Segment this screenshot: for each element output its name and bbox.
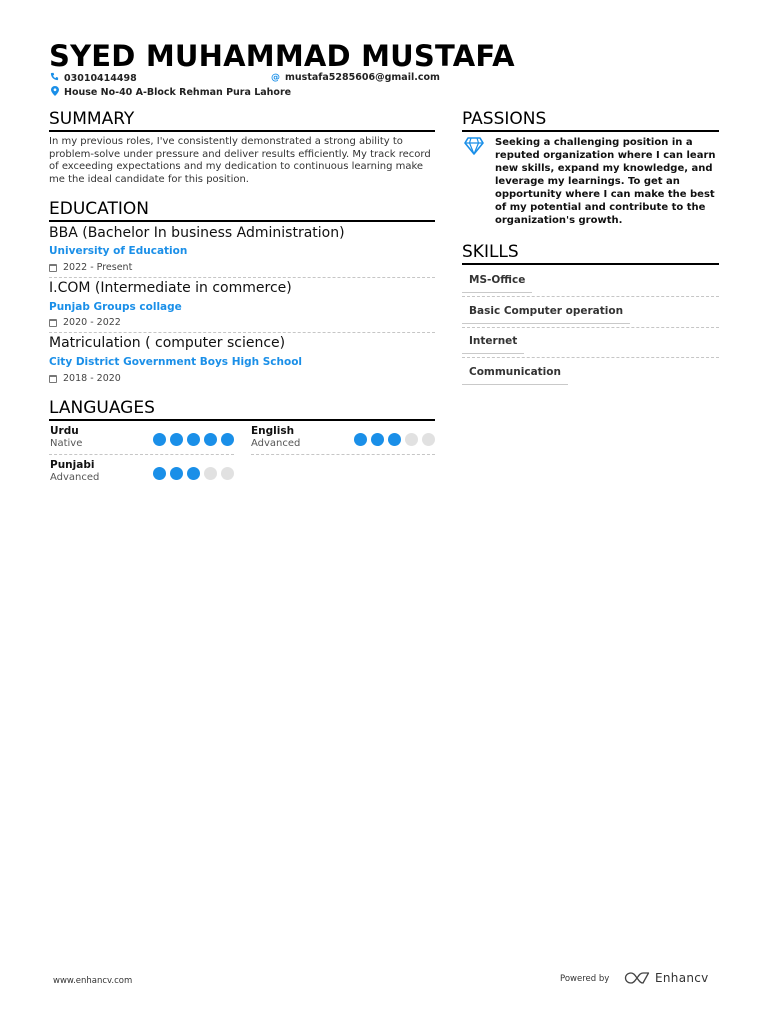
education-school: University of Education — [49, 245, 188, 257]
summary-line: problem-solve under pressure and deliver results efficiently. My track record — [49, 148, 431, 160]
rating-dot-filled — [153, 433, 166, 446]
language-rating — [153, 467, 234, 480]
education-school: Punjab Groups collage — [49, 301, 182, 313]
passion-line: reputed organization where I can learn — [495, 150, 716, 161]
summary-rule — [49, 130, 435, 132]
phone-row — [50, 72, 137, 84]
calendar-icon — [49, 375, 57, 383]
email-address[interactable]: mustafa5285606@gmail.com — [285, 72, 440, 83]
skill-divider — [462, 296, 719, 297]
passion-line: leverage my learnings. To get an — [495, 176, 680, 187]
passion-line: Seeking a challenging position in a — [495, 137, 693, 148]
rating-dot-filled — [371, 433, 384, 446]
skill-tag: MS-Office — [462, 274, 532, 293]
calendar-icon — [49, 319, 57, 327]
enhancv-logo[interactable] — [624, 971, 709, 985]
diamond-icon — [464, 137, 484, 155]
rating-dot-filled — [204, 433, 217, 446]
education-degree: BBA (Bachelor In business Administration) — [49, 225, 345, 241]
rating-dot-filled — [170, 467, 183, 480]
language-level: Advanced — [251, 438, 301, 449]
footer-powered-by: Powered by — [560, 974, 610, 984]
education-dates — [49, 373, 121, 384]
education-divider — [49, 277, 435, 278]
language-rating — [354, 433, 435, 446]
skill-divider — [462, 357, 719, 358]
education-degree: I.COM (Intermediate in commerce) — [49, 280, 292, 296]
enhancv-logo-text: Enhancv — [655, 971, 709, 985]
summary-line: me the ideal candidate for this position. — [49, 173, 249, 185]
language-level: Advanced — [50, 472, 100, 483]
education-dates-text: 2020 - 2022 — [63, 317, 121, 328]
phone-number[interactable]: 03010414498 — [64, 72, 137, 84]
resume-name: SYED MUHAMMAD MUSTAFA — [49, 39, 515, 73]
language-divider — [49, 454, 234, 455]
skill-tag: Basic Computer operation — [462, 305, 630, 324]
education-divider — [49, 332, 435, 333]
calendar-icon — [49, 264, 57, 272]
passion-line: organization's growth. — [495, 215, 623, 226]
enhancv-logo-icon — [624, 971, 650, 985]
rating-dot-filled — [354, 433, 367, 446]
summary-text — [49, 136, 435, 186]
passions-heading: PASSIONS — [462, 109, 547, 129]
language-level: Native — [50, 438, 83, 449]
languages-rule — [49, 419, 435, 421]
education-dates — [49, 262, 132, 273]
passion-text — [495, 136, 720, 227]
education-dates-text: 2018 - 2020 — [63, 373, 121, 384]
education-school: City District Government Boys High School — [49, 356, 303, 368]
education-dates — [49, 317, 121, 328]
rating-dot-empty — [422, 433, 435, 446]
language-name: Urdu — [50, 425, 79, 437]
skill-tag: Internet — [462, 335, 524, 354]
languages-heading: LANGUAGES — [49, 398, 155, 418]
skills-heading: SKILLS — [462, 242, 519, 262]
passions-rule — [462, 130, 719, 132]
rating-dot-empty — [204, 467, 217, 480]
passion-line: new skills, expand my knowledge, and — [495, 163, 713, 174]
rating-dot-filled — [187, 467, 200, 480]
location-pin-icon — [50, 86, 59, 99]
rating-dot-filled — [187, 433, 200, 446]
rating-dot-filled — [221, 433, 234, 446]
rating-dot-empty — [221, 467, 234, 480]
summary-heading: SUMMARY — [49, 109, 135, 129]
language-name: English — [251, 425, 295, 437]
education-heading: EDUCATION — [49, 199, 149, 219]
summary-line: In my previous roles, I've consistently demonstrated a strong ability to — [49, 136, 403, 147]
rating-dot-filled — [170, 433, 183, 446]
passion-line: of my potential and contribute to the — [495, 202, 706, 213]
address-text: House No-40 A-Block Rehman Pura Lahore — [64, 87, 292, 98]
language-rating — [153, 433, 234, 446]
language-divider — [251, 454, 435, 455]
education-degree: Matriculation ( computer science) — [49, 335, 286, 351]
education-rule — [49, 220, 435, 222]
skill-divider — [462, 327, 719, 328]
rating-dot-empty — [405, 433, 418, 446]
passion-line: opportunity where I can make the best — [495, 189, 715, 200]
summary-line: of exceeding expectations and my dedication to continuous learning make — [49, 161, 424, 173]
phone-icon — [50, 72, 59, 84]
rating-dot-filled — [388, 433, 401, 446]
at-sign-icon: @ — [271, 72, 280, 83]
email-row — [271, 72, 440, 83]
footer-website[interactable]: www.enhancv.com — [53, 976, 133, 986]
education-dates-text: 2022 - Present — [63, 262, 133, 273]
skill-tag: Communication — [462, 366, 568, 385]
language-name: Punjabi — [50, 459, 95, 471]
skills-rule — [462, 263, 719, 265]
address-row — [50, 86, 291, 99]
rating-dot-filled — [153, 467, 166, 480]
